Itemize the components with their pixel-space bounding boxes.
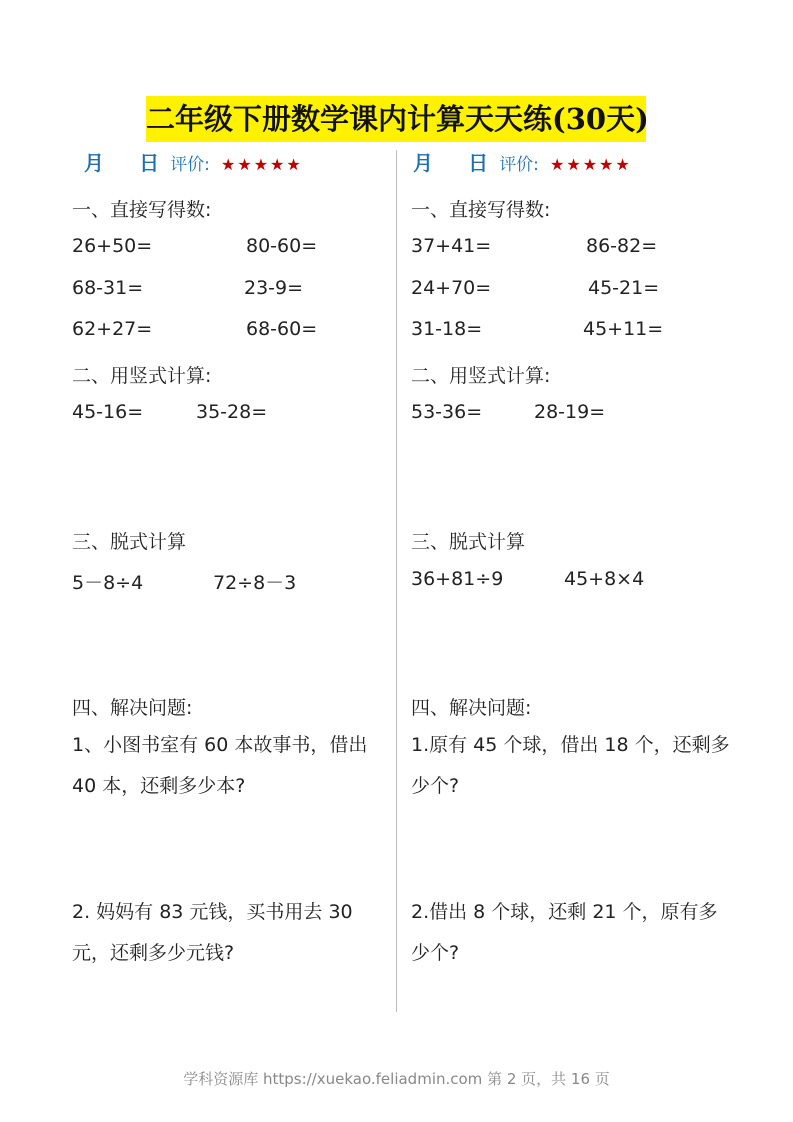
section-vertical-heading: 二、用竖式计算:: [72, 365, 212, 387]
stepwise-problem: 36+81÷9: [411, 568, 504, 590]
day-label: 日: [139, 151, 160, 175]
vertical-problem: 53-36=: [411, 401, 483, 423]
direct-problem: 23-9=: [244, 277, 304, 299]
direct-problem: 45-21=: [588, 277, 660, 299]
direct-problem: 68-60=: [246, 318, 318, 340]
section-stepwise-heading: 三、脱式计算: [411, 531, 526, 553]
direct-problem: 68-31=: [72, 277, 144, 299]
direct-problem: 26+50=: [72, 235, 153, 257]
rating-stars: ★★★★★: [550, 155, 632, 174]
section-word-problems-heading: 四、解决问题:: [72, 697, 193, 719]
stepwise-problem: 45+8×4: [564, 568, 645, 590]
rating-label: 评价:: [170, 155, 210, 175]
direct-problem: 80-60=: [246, 235, 318, 257]
direct-problem: 37+41=: [411, 235, 492, 257]
column-divider: [396, 150, 397, 1012]
direct-problem: 45+11=: [583, 318, 664, 340]
word-problem: 1.原有 45 个球，借出 18 个，还剩多少个?: [411, 734, 730, 797]
word-problem: 2.借出 8 个球，还剩 21 个，原有多少个?: [411, 901, 718, 964]
vertical-problem: 45-16=: [72, 401, 144, 423]
direct-problem: 31-18=: [411, 318, 483, 340]
left-column: [72, 0, 392, 1122]
section-direct-heading: 一、直接写得数:: [411, 199, 551, 221]
date-rating-row: [413, 148, 632, 178]
month-label: 月: [413, 151, 433, 175]
section-direct-heading: 一、直接写得数:: [72, 199, 212, 221]
rating-stars: ★★★★★: [221, 155, 303, 174]
date-rating-row: [84, 148, 303, 178]
vertical-problem: 28-19=: [534, 401, 606, 423]
page-footer: 学科资源库 https://xuekao.feliadmin.com 第 2 页，共 16 页: [183, 1070, 610, 1088]
direct-problem: 62+27=: [72, 318, 153, 340]
direct-problem: 86-82=: [586, 235, 658, 257]
page-title: 二年级下册数学课内计算天天练(30天): [146, 96, 646, 142]
word-problem: 2. 妈妈有 83 元钱，买书用去 30 元，还剩多少元钱?: [72, 901, 353, 964]
section-word-problems-heading: 四、解决问题:: [411, 697, 532, 719]
direct-problem: 24+70=: [411, 277, 492, 299]
section-vertical-heading: 二、用竖式计算:: [411, 365, 551, 387]
stepwise-problem: 72÷8－3: [213, 572, 297, 594]
month-label: 月: [84, 151, 104, 175]
day-label: 日: [468, 151, 489, 175]
word-problem: 1、小图书室有 60 本故事书，借出 40 本，还剩多少本?: [72, 734, 368, 797]
section-stepwise-heading: 三、脱式计算: [72, 531, 187, 553]
stepwise-problem: 5－8÷4: [72, 572, 144, 594]
right-column: [411, 0, 731, 1122]
vertical-problem: 35-28=: [196, 401, 268, 423]
rating-label: 评价:: [499, 155, 539, 175]
